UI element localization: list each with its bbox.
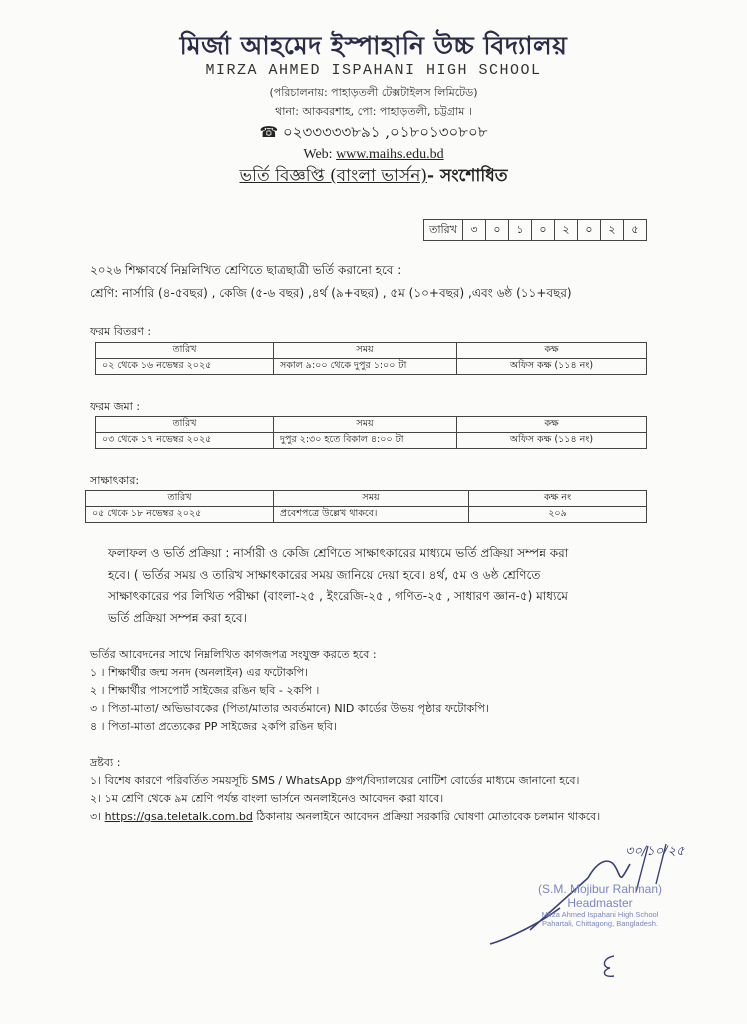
- table-cell: ০৩ থেকে ১৭ নভেম্বর ২০২৫: [96, 433, 274, 449]
- result-process-paragraph: [108, 543, 668, 629]
- table-header-row: [96, 343, 647, 359]
- list-item: ৩ । পিতা-মাতা/ অভিভাবকের (পিতা/মাতার অবর্তমানে) NID কার্ডের উভয় পৃষ্ঠার ফটোকপি।: [90, 702, 489, 715]
- table-header-cell: কক্ষ নং: [469, 491, 647, 507]
- table-cell: প্রবেশপত্রে উল্লেখ থাকবে।: [274, 507, 469, 523]
- headmaster-stamp: [520, 882, 680, 928]
- table-header-cell: তারিখ: [86, 491, 274, 507]
- date-digit: ৩: [463, 220, 486, 240]
- list-item: ২। ১ম শ্রেণি থেকে ৯ম শ্রেণি পর্যন্ত বাংলা ভার্সনে অনলাইনেও আবেদন করা যাবে।: [90, 792, 444, 805]
- table-header-row: [96, 417, 647, 433]
- phone-numbers: ০২৩৩৩৩৩৮৯১ ,০১৮০১৩০৮০৮: [283, 123, 488, 141]
- paragraph-line: হবে। ( ভর্তির সময় ও তারিখ সাক্ষাৎকারের সময় জানিয়ে দেয়া হবে। ৪র্থ, ৫ম ও ৬ষ্ঠ শ্রেণিতে: [108, 567, 541, 582]
- headmaster-title: Headmaster: [567, 896, 633, 910]
- paragraph-line: ফলাফল ও ভর্তি প্রক্রিয়া : নার্সারী ও কেজি শ্রেণিতে সাক্ষাৎকারের মাধ্যমে ভর্তি প্রক্রিয়া সম্পন্ন করা: [108, 546, 569, 560]
- table-header-cell: সময়: [274, 491, 469, 507]
- form-submission-table: [95, 416, 647, 449]
- list-item: ৪ । পিতা-মাতা প্রত্যেকের PP সাইজের ২কপি রঙিন ছবি।: [90, 720, 337, 733]
- table-cell: অফিস কক্ষ (১১৪ নং): [457, 433, 647, 449]
- interview-heading: সাক্ষাৎকার:: [90, 474, 140, 487]
- table-cell: দুপুর ২:৩০ হতে বিকাল ৪:০০ টা: [274, 433, 457, 449]
- signature-date: ৩০/১০/২৫: [625, 844, 685, 859]
- table-row: [86, 507, 647, 523]
- table-header-cell: তারিখ: [96, 417, 274, 433]
- table-cell: অফিস কক্ষ (১১৪ নং): [457, 359, 647, 375]
- management-line: (পরিচালনায়: পাহাড়তলী টেক্সটাইলস লিমিটেড): [269, 86, 478, 99]
- intro-line-2: শ্রেণি: নার্সারি (৪-৫বছর) , কেজি (৫-৬ বছর) ,৪র্থ (৯+বছর) , ৫ম (১০+বছর) ,এবং ৬ষ্ঠ (১১+বছর): [90, 286, 572, 300]
- stamp-school: Mirza Ahmed Ispahani High School: [541, 910, 659, 919]
- table-cell: সকাল ৯:০০ থেকে দুপুর ১:০০ টা: [274, 359, 457, 375]
- notes-list: [90, 754, 600, 826]
- table-cell: ০২ থেকে ১৬ নভেম্বর ২০২৫: [96, 359, 274, 375]
- date-digit: ০: [578, 220, 601, 240]
- table-cell: ২০৯: [469, 507, 647, 523]
- website-link[interactable]: www.maihs.edu.bd: [336, 147, 444, 162]
- web-line: [0, 147, 747, 163]
- list-item: [90, 808, 600, 826]
- table-row: [96, 433, 647, 449]
- form-distribution-table: [95, 342, 647, 375]
- documents-list: [90, 646, 489, 736]
- web-label: Web:: [303, 147, 333, 162]
- date-digit: ৫: [631, 222, 639, 236]
- date-digit: ২: [555, 220, 578, 240]
- table-header-row: [86, 491, 647, 507]
- paragraph-line: সাক্ষাৎকারের পর লিখিত পরীক্ষা (বাংলা-২৫ , ইংরেজি-২৫ , গণিত-২৫ , সাধারণ জ্ঞান-৫) মাধ্যমে: [108, 589, 568, 603]
- list-item: ১ । শিক্ষার্থীর জন্ম সনদ (অনলাইন) এর ফটোকপি।: [90, 666, 309, 679]
- stamp-location: Pahartali, Chittagong, Bangladesh.: [542, 919, 658, 928]
- table-row: [96, 359, 647, 375]
- note-number: ৩।: [90, 810, 102, 823]
- table-header-cell: সময়: [274, 343, 457, 359]
- headmaster-name: (S.M. Mojibur Rahman): [537, 882, 663, 896]
- table-header-cell: তারিখ: [96, 343, 274, 359]
- paragraph-line: ভর্তি প্রক্রিয়া সম্পন্ন করা হবে।: [108, 610, 247, 625]
- form-distribution-heading: ফরম বিতরণ :: [90, 325, 152, 338]
- intro-line-1: ২০২৬ শিক্ষাবর্ষে নিম্নলিখিত শ্রেণিতে ছাত্রছাত্রী ভর্তি করানো হবে :: [90, 263, 402, 277]
- list-item: ১। বিশেষ কারণে পরিবর্তিত সময়সূচি SMS / WhatsApp গ্রুপ/বিদ্যালয়ের নোটিশ বোর্ডের মাধ্যমে জানানো হবে।: [90, 774, 580, 787]
- notice-title: [0, 163, 747, 191]
- table-header-cell: কক্ষ: [457, 417, 647, 433]
- date-digit: ১: [509, 220, 532, 240]
- list-item: ২ । শিক্ষার্থীর পাসপোর্ট সাইজের রঙিন ছবি - ২কপি ।: [90, 684, 320, 697]
- school-name-english: MIRZA AHMED ISPAHANI HIGH SCHOOL: [205, 62, 542, 79]
- documents-heading: ভর্তির আবেদনের সাথে নিম্নলিখিত কাগজপত্র সংযুক্ত করতে হবে :: [90, 648, 377, 661]
- date-box: [423, 219, 647, 241]
- address-line: থানা: আকবরশাহ, পো: পাহাড়তলী, চট্টগ্রাম ।: [275, 105, 472, 118]
- phone-line: [0, 121, 747, 146]
- interview-table: [85, 490, 647, 523]
- notice-title-suffix: - সংশোধিত: [426, 166, 508, 186]
- table-header-cell: সময়: [274, 417, 457, 433]
- initial-mark: [596, 950, 626, 980]
- initial-stroke: [604, 956, 614, 976]
- teletalk-link[interactable]: https://gsa.teletalk.com.bd: [104, 810, 253, 823]
- phone-icon: ☎: [259, 123, 279, 141]
- note-text: ঠিকানায় অনলাইনে আবেদন প্রক্রিয়া সরকারি ঘোষণা মোতাবেক চলমান থাকবে।: [256, 810, 601, 823]
- form-submission-heading: ফরম জমা :: [90, 400, 141, 413]
- date-digit: ০: [532, 220, 555, 240]
- table-cell: ০৫ থেকে ১৮ নভেম্বর ২০২৫: [86, 507, 274, 523]
- school-name-bangla: মির্জা আহমেদ ইস্পাহানি উচ্চ বিদ্যালয়: [179, 31, 568, 60]
- notes-heading: দ্রষ্টব্য :: [90, 756, 121, 769]
- notice-title-main: ভর্তি বিজ্ঞপ্তি (বাংলা ভার্সন): [239, 166, 427, 186]
- date-digit: ০: [486, 220, 509, 240]
- date-label: তারিখ: [424, 220, 463, 240]
- table-header-cell: কক্ষ: [457, 343, 647, 359]
- date-digit: ২: [601, 220, 624, 240]
